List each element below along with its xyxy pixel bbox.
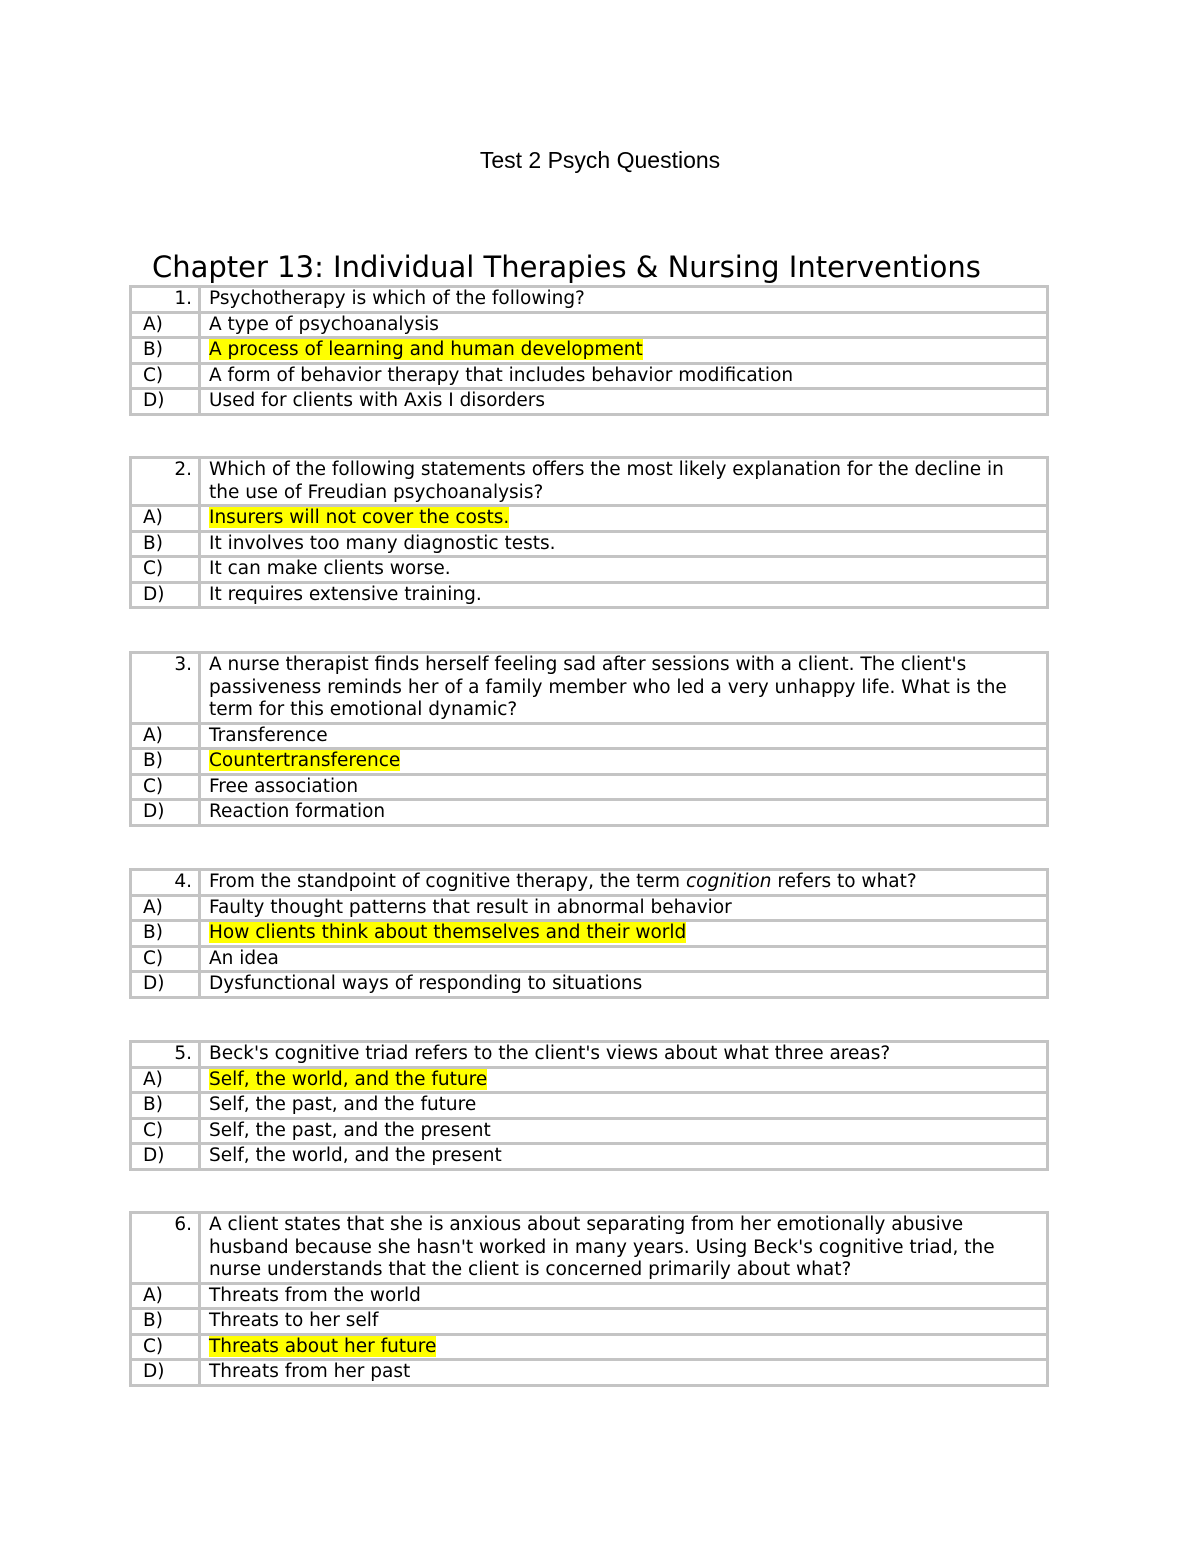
question-stem-text: A client states that she is anxious about separating from her emotionally abusive husband because she hasn't worked in many years. Using Beck's cognitive triad, the nurse understands that the client is concerned primarily about what? xyxy=(209,1214,995,1280)
option-row xyxy=(131,921,1048,947)
option-text-cell xyxy=(200,1067,1048,1093)
option-letter: A) xyxy=(131,1067,200,1093)
option-letter: A) xyxy=(131,1283,200,1309)
option-text-cell xyxy=(200,921,1048,947)
option-row xyxy=(131,1360,1048,1386)
question-stem xyxy=(200,653,1048,724)
option-letter: C) xyxy=(131,774,200,800)
option-row xyxy=(131,582,1048,608)
option-letter: B) xyxy=(131,531,200,557)
option-text: An idea xyxy=(209,947,279,969)
question-row xyxy=(131,458,1048,506)
option-row xyxy=(131,1309,1048,1335)
option-text: Threats from her past xyxy=(209,1361,411,1382)
question-table-4 xyxy=(129,868,1049,999)
option-row xyxy=(131,1144,1048,1170)
question-number: 6. xyxy=(131,1213,200,1284)
option-row xyxy=(131,389,1048,415)
option-text-cell xyxy=(200,363,1048,389)
option-text-cell xyxy=(200,338,1048,364)
option-row xyxy=(131,800,1048,826)
question-table-1 xyxy=(129,285,1049,416)
question-row xyxy=(131,1042,1048,1068)
option-letter: A) xyxy=(131,723,200,749)
option-letter: D) xyxy=(131,582,200,608)
option-text-cell xyxy=(200,1334,1048,1360)
option-text: Self, the past, and the future xyxy=(209,1094,477,1115)
question-stem xyxy=(200,287,1048,313)
question-number: 2. xyxy=(131,458,200,506)
option-letter: B) xyxy=(131,749,200,775)
option-text: Self, the past, and the present xyxy=(209,1119,491,1141)
question-number: 5. xyxy=(131,1042,200,1068)
option-letter: D) xyxy=(131,972,200,998)
option-row xyxy=(131,531,1048,557)
option-row xyxy=(131,723,1048,749)
document-title: Test 2 Psych Questions xyxy=(479,147,721,173)
option-text: Reaction formation xyxy=(209,801,386,822)
option-text: Threats from the world xyxy=(209,1284,421,1306)
option-letter: C) xyxy=(131,946,200,972)
option-text: It involves too many diagnostic tests. xyxy=(209,532,556,554)
option-text: Faulty thought patterns that result in abnormal behavior xyxy=(209,896,732,918)
option-text-highlighted: Threats about her future xyxy=(209,1335,437,1357)
question-stem-text: Beck's cognitive triad refers to the client's views about what three areas? xyxy=(209,1043,891,1064)
option-text-highlighted: Countertransference xyxy=(209,750,401,771)
option-row xyxy=(131,972,1048,998)
option-text-highlighted: Insurers will not cover the costs. xyxy=(209,507,510,528)
question-stem-text: Which of the following statements offers the most likely explanation for the decline in the use of Freudian psychoanalysis? xyxy=(209,459,1004,503)
option-text-cell xyxy=(200,582,1048,608)
option-row xyxy=(131,1283,1048,1309)
option-text: Dysfunctional ways of responding to situations xyxy=(209,973,643,994)
option-text-cell xyxy=(200,557,1048,583)
question-row xyxy=(131,653,1048,724)
option-text-cell xyxy=(200,723,1048,749)
option-text-cell xyxy=(200,749,1048,775)
option-text-cell xyxy=(200,1360,1048,1386)
option-text: Transference xyxy=(209,724,328,746)
option-letter: D) xyxy=(131,1360,200,1386)
question-stem-text: Psychotherapy is which of the following? xyxy=(209,288,585,309)
option-text-cell xyxy=(200,1144,1048,1170)
question-number: 3. xyxy=(131,653,200,724)
option-row xyxy=(131,1334,1048,1360)
option-text-cell xyxy=(200,1283,1048,1309)
question-stem xyxy=(200,458,1048,506)
option-letter: A) xyxy=(131,312,200,338)
option-text: It requires extensive training. xyxy=(209,583,482,605)
option-row xyxy=(131,895,1048,921)
option-text: Threats to her self xyxy=(209,1310,379,1331)
option-letter: C) xyxy=(131,1118,200,1144)
option-row xyxy=(131,1067,1048,1093)
option-text: Used for clients with Axis I disorders xyxy=(209,390,546,411)
option-row xyxy=(131,312,1048,338)
option-row xyxy=(131,749,1048,775)
option-text-cell xyxy=(200,312,1048,338)
option-row xyxy=(131,1118,1048,1144)
option-letter: B) xyxy=(131,1309,200,1335)
option-text-cell xyxy=(200,774,1048,800)
option-text-cell xyxy=(200,1309,1048,1335)
option-text-cell xyxy=(200,972,1048,998)
question-stem xyxy=(200,870,1048,896)
option-row xyxy=(131,557,1048,583)
option-letter: B) xyxy=(131,1093,200,1119)
option-letter: A) xyxy=(131,895,200,921)
question-table-2 xyxy=(129,456,1049,609)
option-row xyxy=(131,506,1048,532)
question-stem xyxy=(200,1213,1048,1284)
question-row xyxy=(131,1213,1048,1284)
option-text-cell xyxy=(200,506,1048,532)
option-text-cell xyxy=(200,1093,1048,1119)
option-text-cell xyxy=(200,1118,1048,1144)
option-text-cell xyxy=(200,946,1048,972)
question-stem-text: A nurse therapist finds herself feeling sad after sessions with a client. The client's passiveness reminds her of a family member who led a very unhappy life. What is the term for this emotional dynamic? xyxy=(209,654,1007,720)
option-text-highlighted: How clients think about themselves and their world xyxy=(209,922,687,943)
option-text-cell xyxy=(200,389,1048,415)
option-text: A form of behavior therapy that includes behavior modification xyxy=(209,364,794,386)
question-stem-text-before: From the standpoint of cognitive therapy, the term xyxy=(209,871,686,892)
question-stem-text-after: refers to what? xyxy=(771,871,917,892)
option-text: It can make clients worse. xyxy=(209,558,451,579)
question-table-5 xyxy=(129,1040,1049,1171)
option-text: Free association xyxy=(209,775,359,797)
option-row xyxy=(131,338,1048,364)
option-letter: D) xyxy=(131,800,200,826)
option-text-cell xyxy=(200,800,1048,826)
option-letter: C) xyxy=(131,557,200,583)
option-letter: A) xyxy=(131,506,200,532)
question-stem-term-italic: cognition xyxy=(685,871,772,892)
option-row xyxy=(131,774,1048,800)
option-letter: B) xyxy=(131,921,200,947)
question-table-3 xyxy=(129,651,1049,827)
option-letter: C) xyxy=(131,1334,200,1360)
question-number: 1. xyxy=(131,287,200,313)
option-text-cell xyxy=(200,531,1048,557)
option-row xyxy=(131,1093,1048,1119)
option-text: Self, the world, and the present xyxy=(209,1145,502,1166)
option-letter: D) xyxy=(131,389,200,415)
option-row xyxy=(131,946,1048,972)
question-table-6 xyxy=(129,1211,1049,1387)
option-text: A type of psychoanalysis xyxy=(209,313,439,335)
question-row xyxy=(131,870,1048,896)
question-number: 4. xyxy=(131,870,200,896)
option-text-highlighted: Self, the world, and the future xyxy=(209,1068,488,1090)
option-letter: C) xyxy=(131,363,200,389)
option-letter: D) xyxy=(131,1144,200,1170)
question-stem xyxy=(200,1042,1048,1068)
option-letter: B) xyxy=(131,338,200,364)
question-row xyxy=(131,287,1048,313)
option-text-cell xyxy=(200,895,1048,921)
option-text-highlighted: A process of learning and human development xyxy=(209,339,643,360)
chapter-heading: Chapter 13: Individual Therapies & Nursing Interventions xyxy=(152,250,981,284)
option-row xyxy=(131,363,1048,389)
